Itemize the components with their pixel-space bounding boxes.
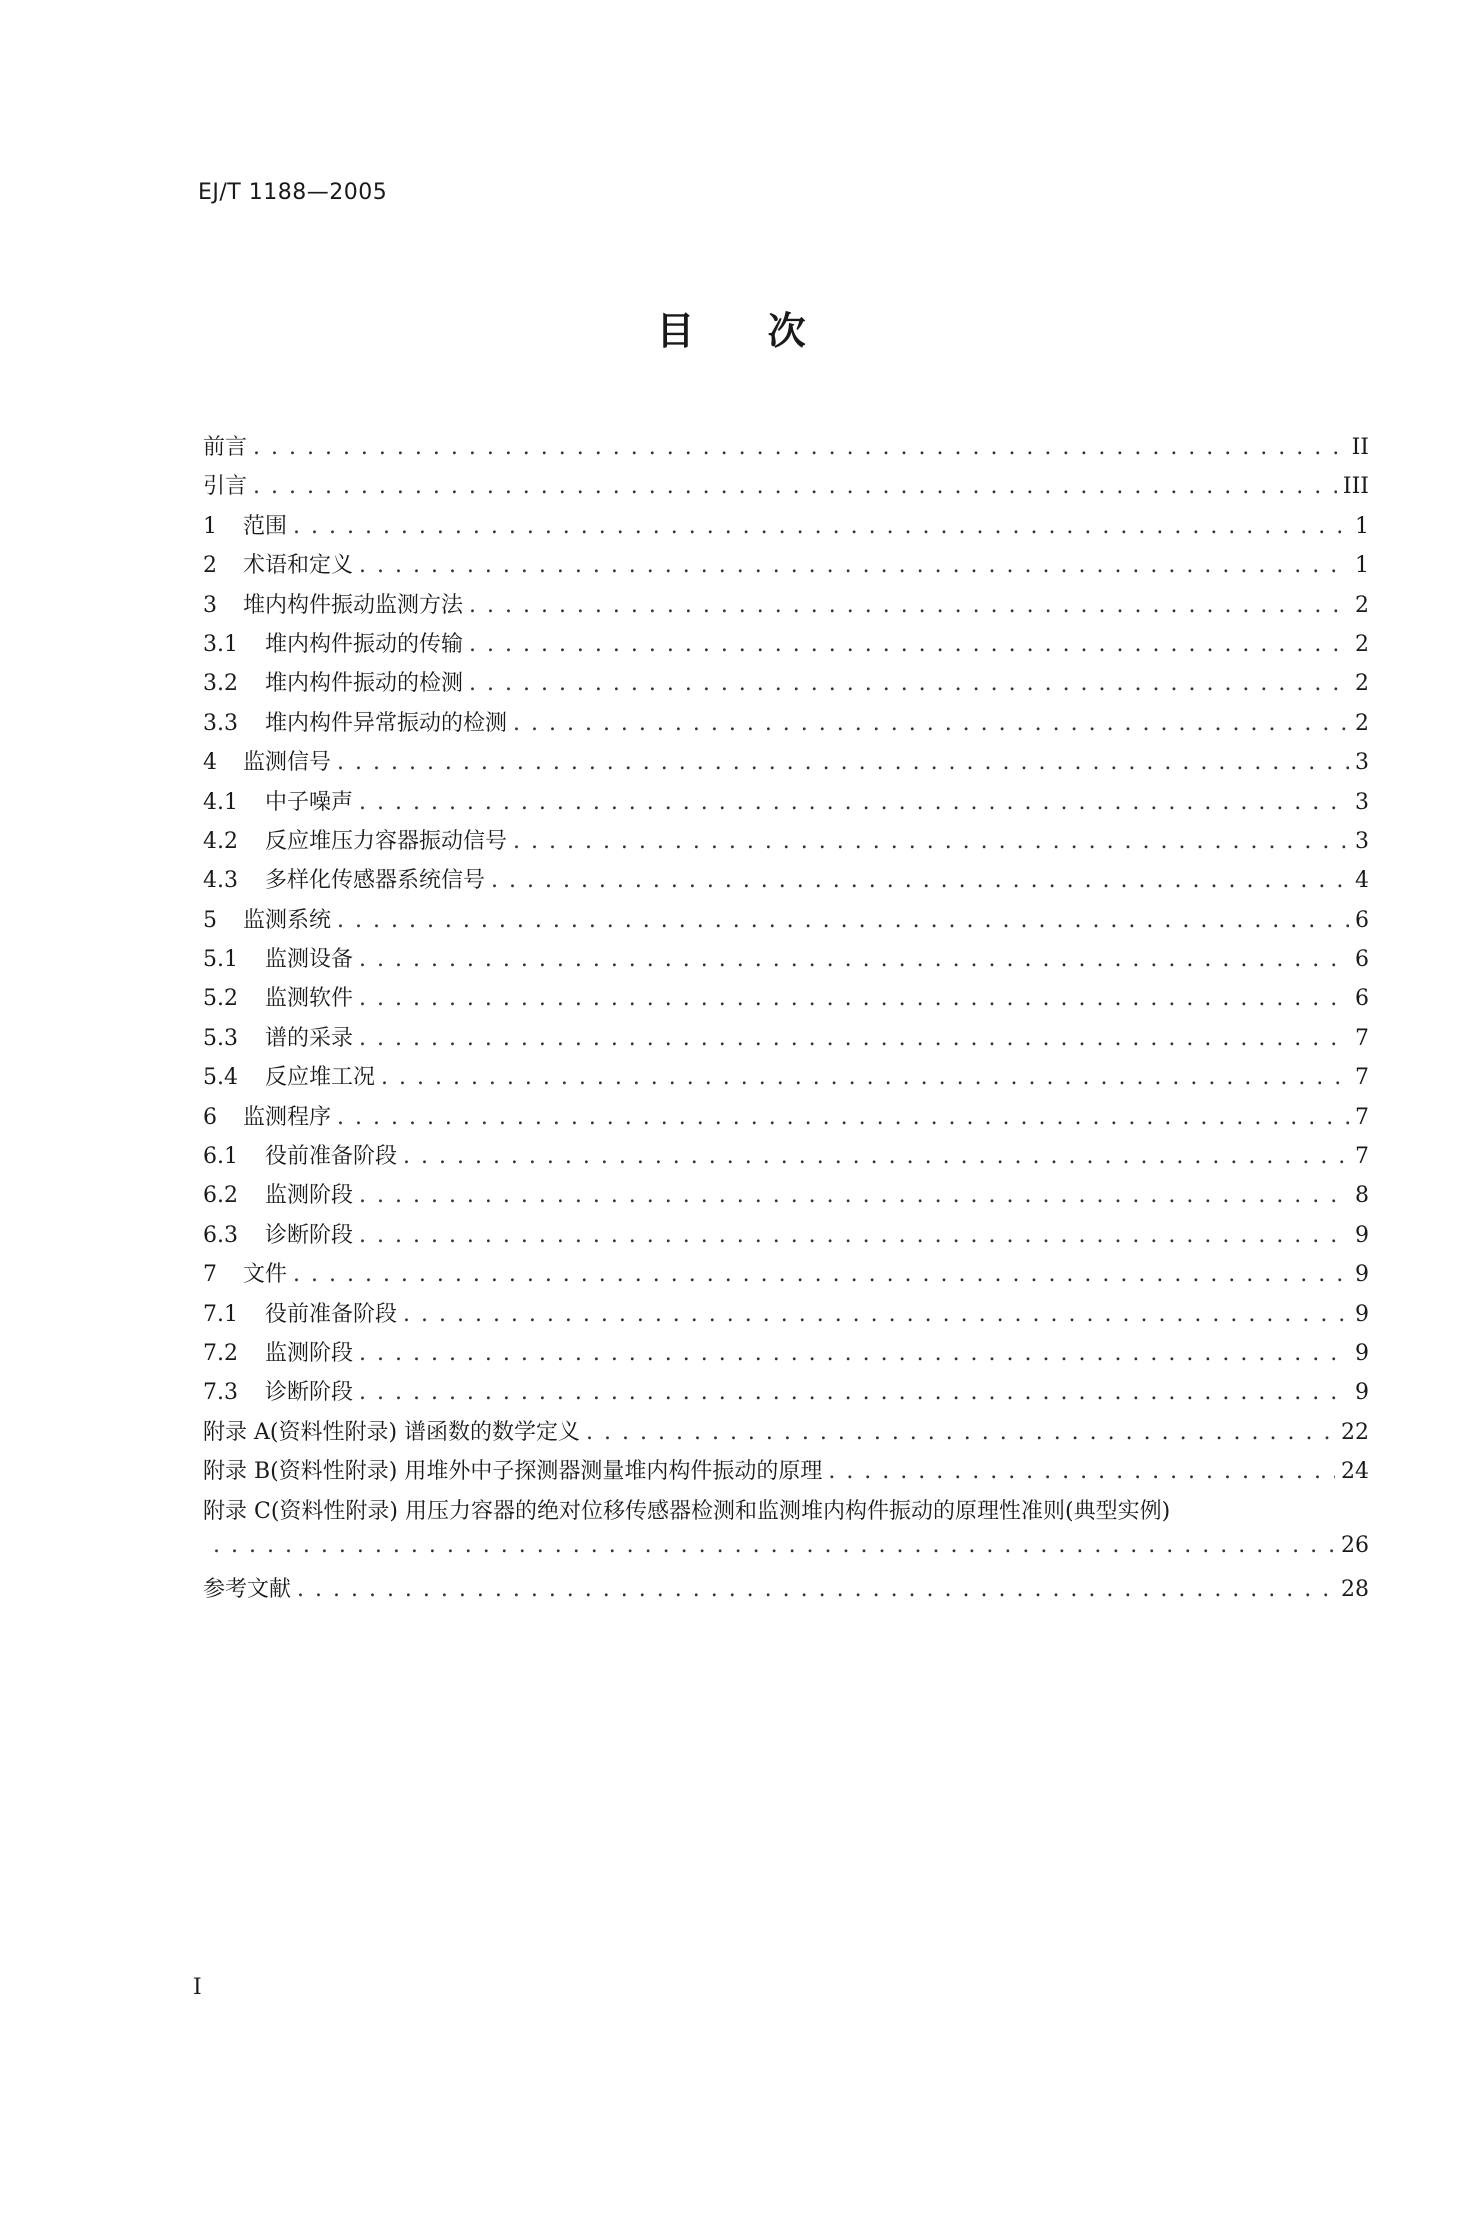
toc-entry-number: 5 [203, 907, 217, 933]
toc-entry-2[interactable] [203, 548, 1369, 587]
toc-entry-page: 3 [1355, 789, 1369, 815]
toc-entry-text: 附录 A(资料性附录) 谱函数的数学定义 [203, 1419, 581, 1445]
toc-entry-text: 反应堆压力容器振动信号 [265, 828, 508, 854]
toc-entry-text: 谱的采录 [265, 1025, 354, 1051]
toc-leader [381, 1065, 1349, 1090]
toc-leader [297, 1577, 1335, 1602]
toc-entry-number: 5.2 [203, 986, 238, 1012]
toc-entry-4-3[interactable] [203, 863, 1369, 902]
toc-entry-page: 7 [1355, 1104, 1369, 1130]
toc-entry-number: 3.1 [203, 631, 238, 657]
toc-entry-appendix-b[interactable] [203, 1454, 1369, 1493]
toc-entry-text: 诊断阶段 [265, 1222, 354, 1248]
toc-entry-page: 22 [1341, 1419, 1369, 1445]
toc-entry-text: 反应堆工况 [265, 1065, 376, 1091]
toc-entry-text: 中子噪声 [265, 789, 354, 815]
toc-leader [359, 1380, 1349, 1405]
toc-entry-page: 6 [1355, 986, 1369, 1012]
toc-leader [293, 514, 1349, 539]
toc-entry-page: 26 [1341, 1532, 1369, 1558]
toc-leader [337, 1105, 1349, 1130]
toc-entry-3[interactable] [203, 588, 1369, 627]
page-title: 目 次 [656, 309, 836, 353]
toc-entry-page: II [1351, 435, 1369, 460]
toc-entry-text: 监测系统 [243, 907, 332, 933]
toc-leader [359, 1026, 1349, 1051]
toc-entry-page: 2 [1355, 592, 1369, 618]
toc-entry-6[interactable] [203, 1100, 1369, 1139]
toc-entry-text: 附录 B(资料性附录) 用堆外中子探测器测量堆内构件振动的原理 [203, 1459, 823, 1485]
toc-entry-text: 监测程序 [243, 1104, 332, 1130]
toc-entry-page: 7 [1355, 1144, 1369, 1170]
toc-entry-5-1[interactable] [203, 942, 1369, 981]
toc-entry-page: 3 [1355, 828, 1369, 854]
toc-entry-appendix-c[interactable] [203, 1494, 1369, 1533]
toc-entry-references[interactable] [203, 1572, 1369, 1611]
toc-leader [359, 947, 1349, 972]
toc-entry-4-1[interactable] [203, 785, 1369, 824]
toc-entry-number: 6.3 [203, 1222, 238, 1248]
toc-entry-4[interactable] [203, 745, 1369, 784]
toc-leader [293, 1262, 1349, 1287]
toc-entry-page: 8 [1355, 1183, 1369, 1209]
toc-entry-text: 引言 [203, 474, 248, 500]
page-number: I [193, 1975, 202, 2000]
toc-entry-text: 范围 [243, 513, 288, 539]
toc-leader [513, 711, 1349, 736]
toc-leader [337, 750, 1349, 775]
toc-entry-text: 役前准备阶段 [265, 1144, 398, 1170]
table-of-contents [203, 430, 1369, 1612]
toc-leader [359, 1341, 1349, 1366]
toc-entry-page: 3 [1355, 750, 1369, 776]
toc-entry-number: 4.2 [203, 828, 238, 854]
toc-entry-number: 3 [203, 592, 217, 618]
toc-entry-page: 24 [1341, 1459, 1369, 1485]
toc-entry-appendix-a[interactable] [203, 1415, 1369, 1454]
toc-entry-5-2[interactable] [203, 981, 1369, 1020]
toc-entry-page: 2 [1355, 671, 1369, 697]
toc-entry-text: 堆内构件振动的检测 [265, 671, 464, 697]
toc-entry-text: 文件 [243, 1262, 288, 1288]
toc-leader [253, 435, 1346, 460]
toc-leader [359, 1183, 1349, 1208]
toc-entry-number: 6 [203, 1104, 217, 1130]
toc-entry-number: 4.1 [203, 789, 238, 815]
toc-leader [403, 1302, 1349, 1327]
toc-entry-number: 6.1 [203, 1144, 238, 1170]
toc-entry-text: 监测阶段 [265, 1340, 354, 1366]
toc-entry-text: 附录 C(资料性附录) 用压力容器的绝对位移传感器检测和监测堆内构件振动的原理性准则(典型实例) [203, 1498, 1171, 1524]
toc-entry-number: 5.3 [203, 1025, 238, 1051]
toc-entry-text: 参考文献 [203, 1577, 292, 1603]
toc-leader [359, 790, 1349, 815]
toc-entry-text: 多样化传感器系统信号 [265, 868, 486, 894]
toc-entry-text: 监测阶段 [265, 1183, 354, 1209]
toc-entry-page: 28 [1341, 1577, 1369, 1603]
toc-entry-page: III [1342, 474, 1369, 500]
toc-leader [469, 671, 1349, 696]
toc-entry-text: 前言 [203, 435, 248, 460]
toc-entry-appendix-c-continuation[interactable] [203, 1533, 1369, 1572]
toc-leader [337, 908, 1349, 933]
toc-entry-3-1[interactable] [203, 627, 1369, 666]
toc-entry-number: 7.2 [203, 1340, 238, 1366]
toc-entry-6-2[interactable] [203, 1178, 1369, 1217]
toc-entry-number: 7.1 [203, 1301, 238, 1327]
toc-entry-4-2[interactable] [203, 824, 1369, 863]
toc-entry-3-3[interactable] [203, 706, 1369, 745]
toc-entry-6-3[interactable] [203, 1218, 1369, 1257]
toc-leader [513, 829, 1349, 854]
document-code: EJ/T 1188—2005 [198, 180, 388, 205]
toc-leader [359, 553, 1349, 578]
toc-entry-preface[interactable] [203, 430, 1369, 469]
toc-entry-1[interactable] [203, 509, 1369, 548]
toc-entry-page: 1 [1355, 553, 1369, 579]
toc-entry-number: 1 [203, 513, 217, 539]
toc-entry-5[interactable] [203, 903, 1369, 942]
toc-entry-number: 2 [203, 553, 217, 579]
toc-entry-number: 3.3 [203, 710, 238, 736]
toc-entry-page: 7 [1355, 1025, 1369, 1051]
toc-entry-text: 诊断阶段 [265, 1380, 354, 1406]
toc-entry-number: 7.3 [203, 1380, 238, 1406]
toc-entry-page: 4 [1355, 868, 1369, 894]
toc-entry-page: 2 [1355, 631, 1369, 657]
toc-entry-text: 监测软件 [265, 986, 354, 1012]
toc-entry-3-2[interactable] [203, 666, 1369, 705]
toc-entry-text: 役前准备阶段 [265, 1301, 398, 1327]
toc-leader [213, 1533, 1335, 1558]
toc-entry-text: 监测设备 [265, 947, 354, 973]
toc-entry-page: 9 [1355, 1301, 1369, 1327]
toc-entry-number: 5.1 [203, 947, 238, 973]
toc-leader [253, 474, 1337, 499]
toc-entry-page: 7 [1355, 1065, 1369, 1091]
toc-leader [586, 1420, 1335, 1445]
toc-entry-page: 9 [1355, 1262, 1369, 1288]
toc-entry-page: 9 [1355, 1380, 1369, 1406]
toc-entry-7[interactable] [203, 1257, 1369, 1296]
toc-leader [469, 593, 1349, 618]
toc-entry-page: 9 [1355, 1340, 1369, 1366]
toc-entry-7-1[interactable] [203, 1297, 1369, 1336]
toc-leader [828, 1459, 1335, 1484]
toc-entry-introduction[interactable] [203, 469, 1369, 508]
toc-entry-page: 6 [1355, 947, 1369, 973]
toc-entry-7-2[interactable] [203, 1336, 1369, 1375]
toc-leader [403, 1144, 1349, 1169]
toc-entry-page: 9 [1355, 1222, 1369, 1248]
toc-leader [491, 868, 1349, 893]
toc-entry-text: 堆内构件振动监测方法 [243, 592, 464, 618]
toc-entry-number: 4 [203, 750, 217, 776]
toc-entry-number: 3.2 [203, 671, 238, 697]
toc-leader [359, 986, 1349, 1011]
toc-entry-7-3[interactable] [203, 1375, 1369, 1414]
toc-entry-5-3[interactable] [203, 1021, 1369, 1060]
toc-entry-page: 1 [1355, 513, 1369, 539]
toc-entry-5-4[interactable] [203, 1060, 1369, 1099]
toc-entry-text: 堆内构件异常振动的检测 [265, 710, 508, 736]
toc-leader [469, 632, 1349, 657]
toc-leader [359, 1223, 1349, 1248]
toc-entry-page: 2 [1355, 710, 1369, 736]
toc-entry-6-1[interactable] [203, 1139, 1369, 1178]
toc-entry-page: 6 [1355, 907, 1369, 933]
toc-entry-text: 堆内构件振动的传输 [265, 631, 464, 657]
toc-entry-number: 6.2 [203, 1183, 238, 1209]
toc-entry-number: 5.4 [203, 1065, 238, 1091]
toc-entry-text: 监测信号 [243, 750, 332, 776]
toc-entry-number: 7 [203, 1262, 217, 1288]
toc-entry-number: 4.3 [203, 868, 238, 894]
toc-entry-text: 术语和定义 [243, 553, 354, 579]
